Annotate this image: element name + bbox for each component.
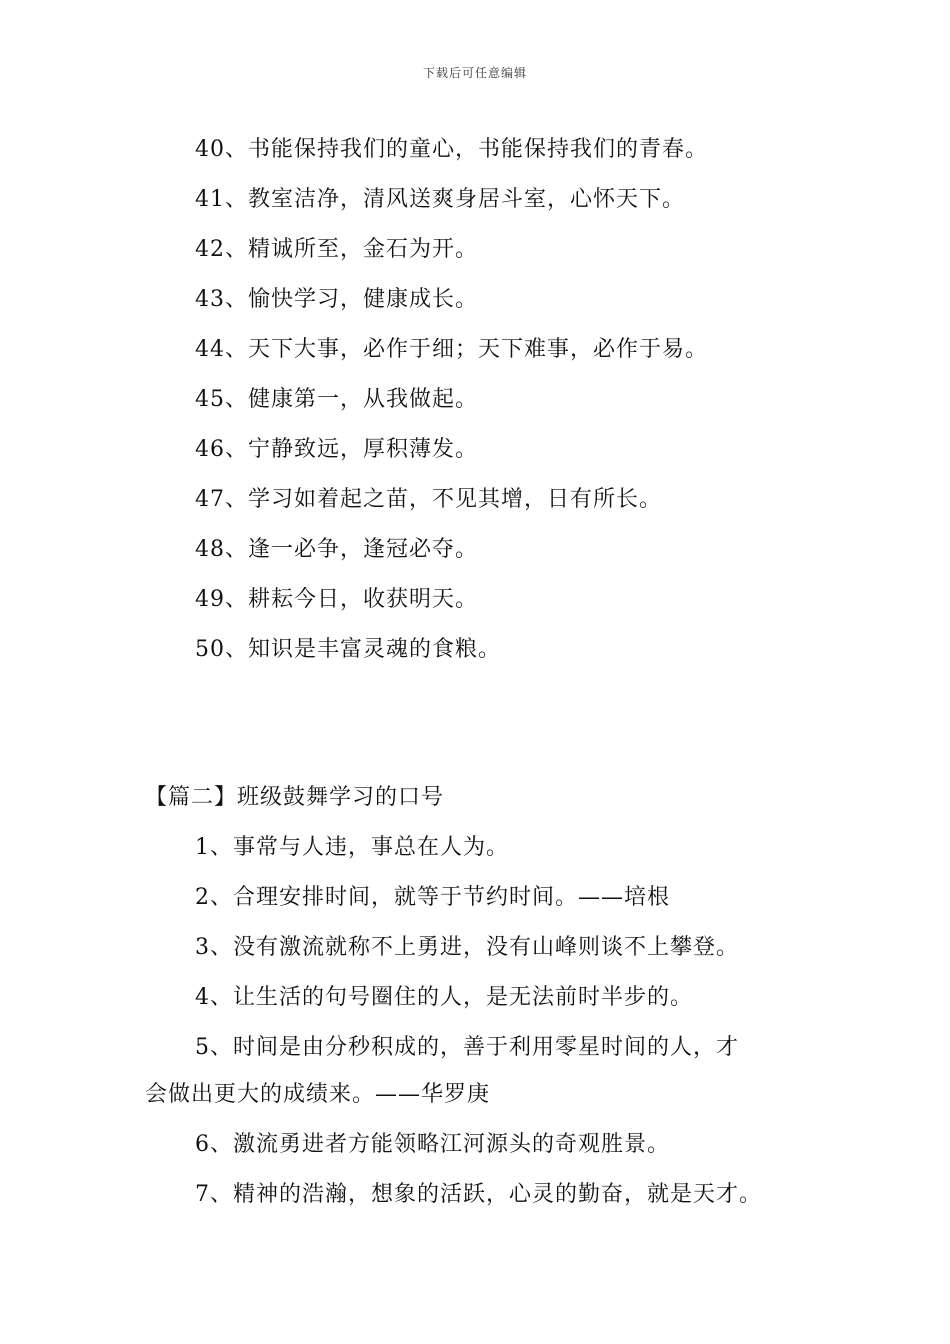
list-item: 48、逢一必争，逢冠必夺。 (195, 537, 478, 562)
list-item: 7、精神的浩瀚，想象的活跃，心灵的勤奋，就是天才。 (195, 1182, 762, 1207)
list-item: 3、没有激流就称不上勇进，没有山峰则谈不上攀登。 (195, 935, 739, 960)
section-heading: 【篇二】班级鼓舞学习的口号 (145, 785, 445, 810)
list-item: 5、时间是由分秒积成的，善于利用零星时间的人，才 (195, 1035, 739, 1060)
list-item: 40、书能保持我们的童心，书能保持我们的青春。 (195, 137, 708, 162)
list-item: 43、愉快学习，健康成长。 (195, 287, 478, 312)
list-item: 6、激流勇进者方能领略江河源头的奇观胜景。 (195, 1132, 670, 1157)
list-item: 49、耕耘今日，收获明天。 (195, 587, 478, 612)
list-item: 4、让生活的句号圈住的人，是无法前时半步的。 (195, 985, 693, 1010)
list-item: 41、教室洁净，清风送爽身居斗室，心怀天下。 (195, 187, 685, 212)
list-item: 46、宁静致远，厚积薄发。 (195, 437, 478, 462)
list-item: 1、事常与人违，事总在人为。 (195, 835, 509, 860)
list-item: 42、精诚所至，金石为开。 (195, 237, 478, 262)
list-item: 50、知识是丰富灵魂的食粮。 (195, 637, 501, 662)
list-item: 47、学习如着起之苗，不见其增，日有所长。 (195, 487, 662, 512)
list-item: 45、健康第一，从我做起。 (195, 387, 478, 412)
page-header: 下载后可任意编辑 (422, 66, 527, 80)
list-item-continuation: 会做出更大的成绩来。——华罗庚 (145, 1082, 491, 1107)
list-item: 44、天下大事，必作于细；天下难事，必作于易。 (195, 337, 708, 362)
list-item: 2、合理安排时间，就等于节约时间。——培根 (195, 885, 670, 910)
